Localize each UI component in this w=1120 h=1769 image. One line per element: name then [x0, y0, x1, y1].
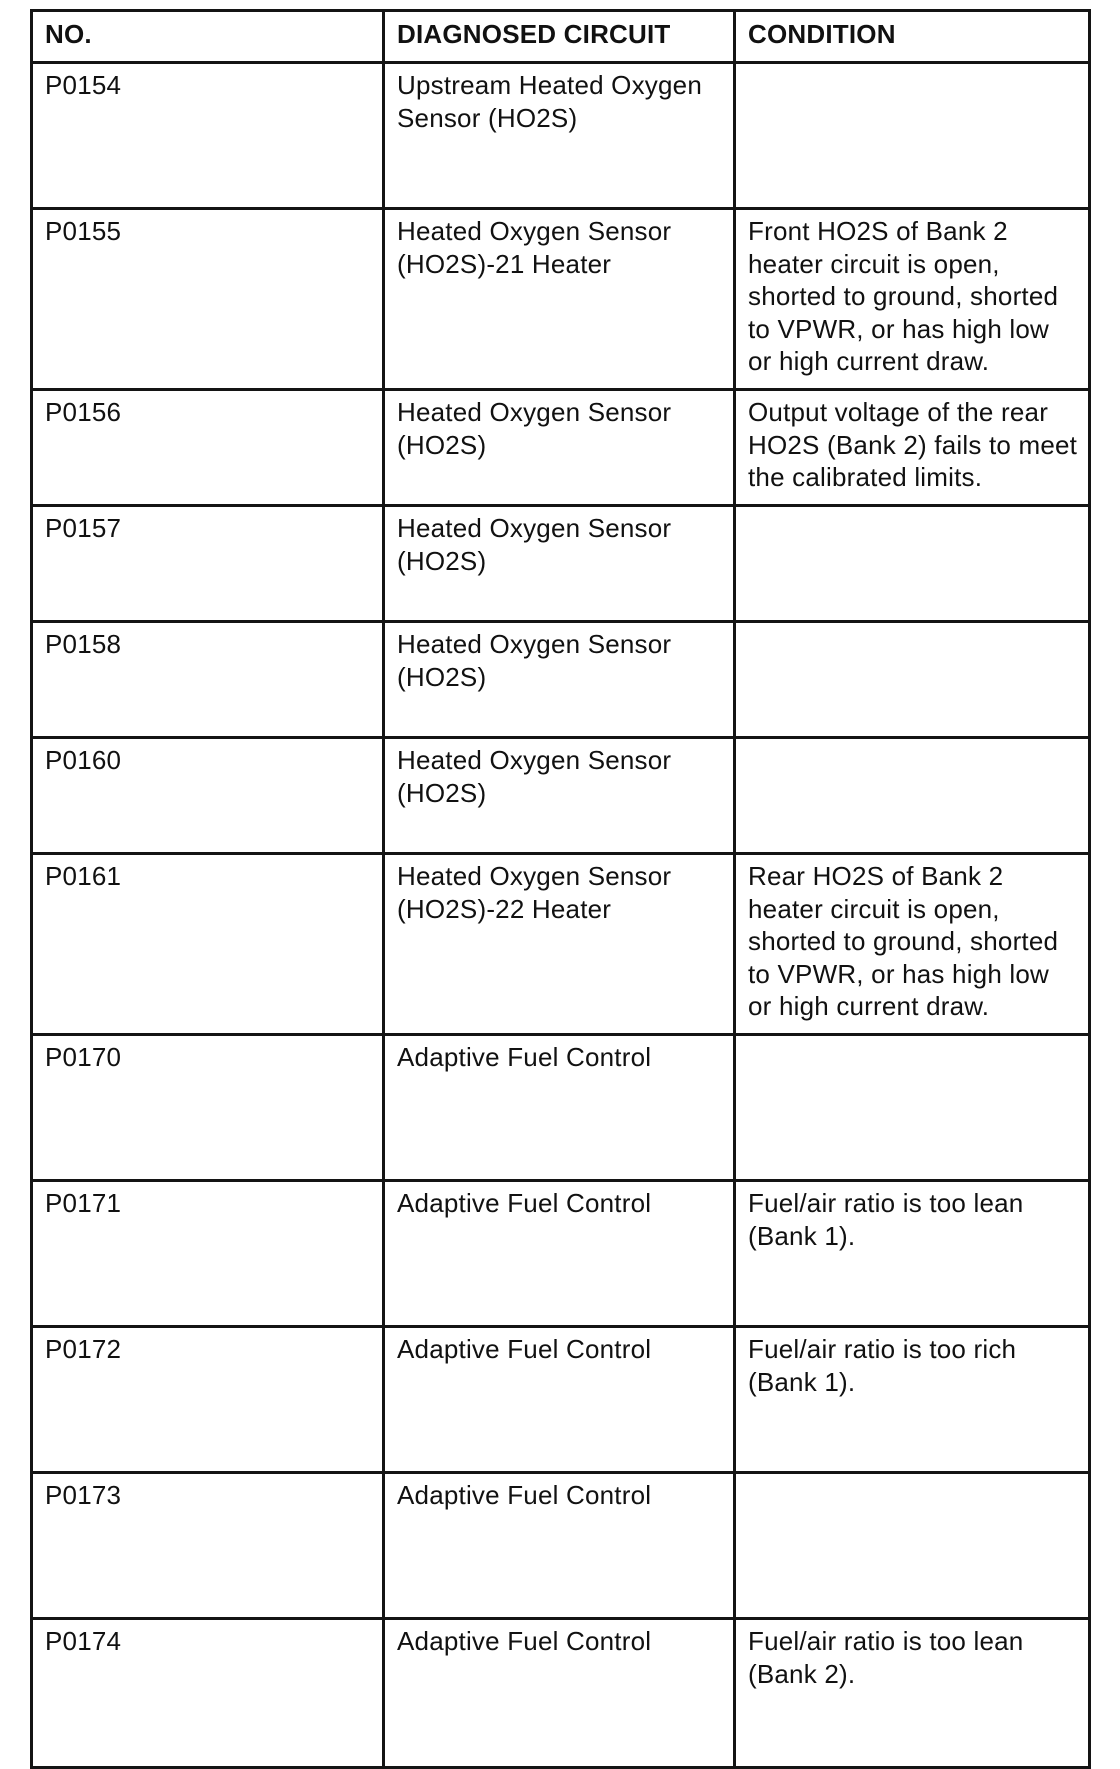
- table-row: [32, 1619, 1090, 1768]
- header-no: NO.: [32, 11, 384, 63]
- condition: Output voltage of the rear HO2S (Bank 2) fails to meet the calibrated limits.: [735, 390, 1090, 506]
- diagnosed-circuit: Heated Oxygen Sensor (HO2S): [384, 506, 735, 622]
- condition: Fuel/air ratio is too lean (Bank 2).: [735, 1619, 1090, 1768]
- diagnosed-circuit: Adaptive Fuel Control: [384, 1181, 735, 1327]
- table-row: [32, 63, 1090, 209]
- diagnosed-circuit: Adaptive Fuel Control: [384, 1473, 735, 1619]
- diagnosed-circuit: Upstream Heated Oxygen Sensor (HO2S): [384, 63, 735, 209]
- dtc-code: P0156: [32, 390, 384, 506]
- header-condition: CONDITION: [735, 11, 1090, 63]
- table-row: [32, 1035, 1090, 1181]
- condition: Front HO2S of Bank 2 heater circuit is open, shorted to ground, shorted to VPWR, or has high low or high current draw.: [735, 209, 1090, 390]
- dtc-code: P0174: [32, 1619, 384, 1768]
- dtc-code: P0173: [32, 1473, 384, 1619]
- dtc-code: P0160: [32, 738, 384, 854]
- table-row: [32, 506, 1090, 622]
- dtc-code: P0157: [32, 506, 384, 622]
- table-row: [32, 1327, 1090, 1473]
- condition: [735, 738, 1090, 854]
- diagnosed-circuit: Adaptive Fuel Control: [384, 1619, 735, 1768]
- condition: [735, 622, 1090, 738]
- table-header-row: [32, 11, 1090, 63]
- diagnosed-circuit: Adaptive Fuel Control: [384, 1327, 735, 1473]
- diagnosed-circuit: Heated Oxygen Sensor (HO2S): [384, 738, 735, 854]
- condition: [735, 1473, 1090, 1619]
- dtc-code: P0172: [32, 1327, 384, 1473]
- condition: [735, 506, 1090, 622]
- condition: Rear HO2S of Bank 2 heater circuit is open, shorted to ground, shorted to VPWR, or has high low or high current draw.: [735, 854, 1090, 1035]
- table-row: [32, 209, 1090, 390]
- diagnosed-circuit: Heated Oxygen Sensor (HO2S): [384, 390, 735, 506]
- table-row: [32, 1473, 1090, 1619]
- dtc-code: P0161: [32, 854, 384, 1035]
- condition: [735, 1035, 1090, 1181]
- table-row: [32, 390, 1090, 506]
- header-diagnosed-circuit: DIAGNOSED CIRCUIT: [384, 11, 735, 63]
- diagnosed-circuit: Heated Oxygen Sensor (HO2S): [384, 622, 735, 738]
- condition: Fuel/air ratio is too rich (Bank 1).: [735, 1327, 1090, 1473]
- table-row: [32, 622, 1090, 738]
- dtc-code: P0154: [32, 63, 384, 209]
- dtc-code: P0155: [32, 209, 384, 390]
- dtc-table: [30, 9, 1091, 1769]
- diagnosed-circuit: Adaptive Fuel Control: [384, 1035, 735, 1181]
- condition: [735, 63, 1090, 209]
- table-row: [32, 738, 1090, 854]
- table-row: [32, 854, 1090, 1035]
- dtc-code: P0158: [32, 622, 384, 738]
- diagnosed-circuit: Heated Oxygen Sensor (HO2S)-22 Heater: [384, 854, 735, 1035]
- condition: Fuel/air ratio is too lean (Bank 1).: [735, 1181, 1090, 1327]
- diagnosed-circuit: Heated Oxygen Sensor (HO2S)-21 Heater: [384, 209, 735, 390]
- dtc-code: P0171: [32, 1181, 384, 1327]
- dtc-code: P0170: [32, 1035, 384, 1181]
- table-row: [32, 1181, 1090, 1327]
